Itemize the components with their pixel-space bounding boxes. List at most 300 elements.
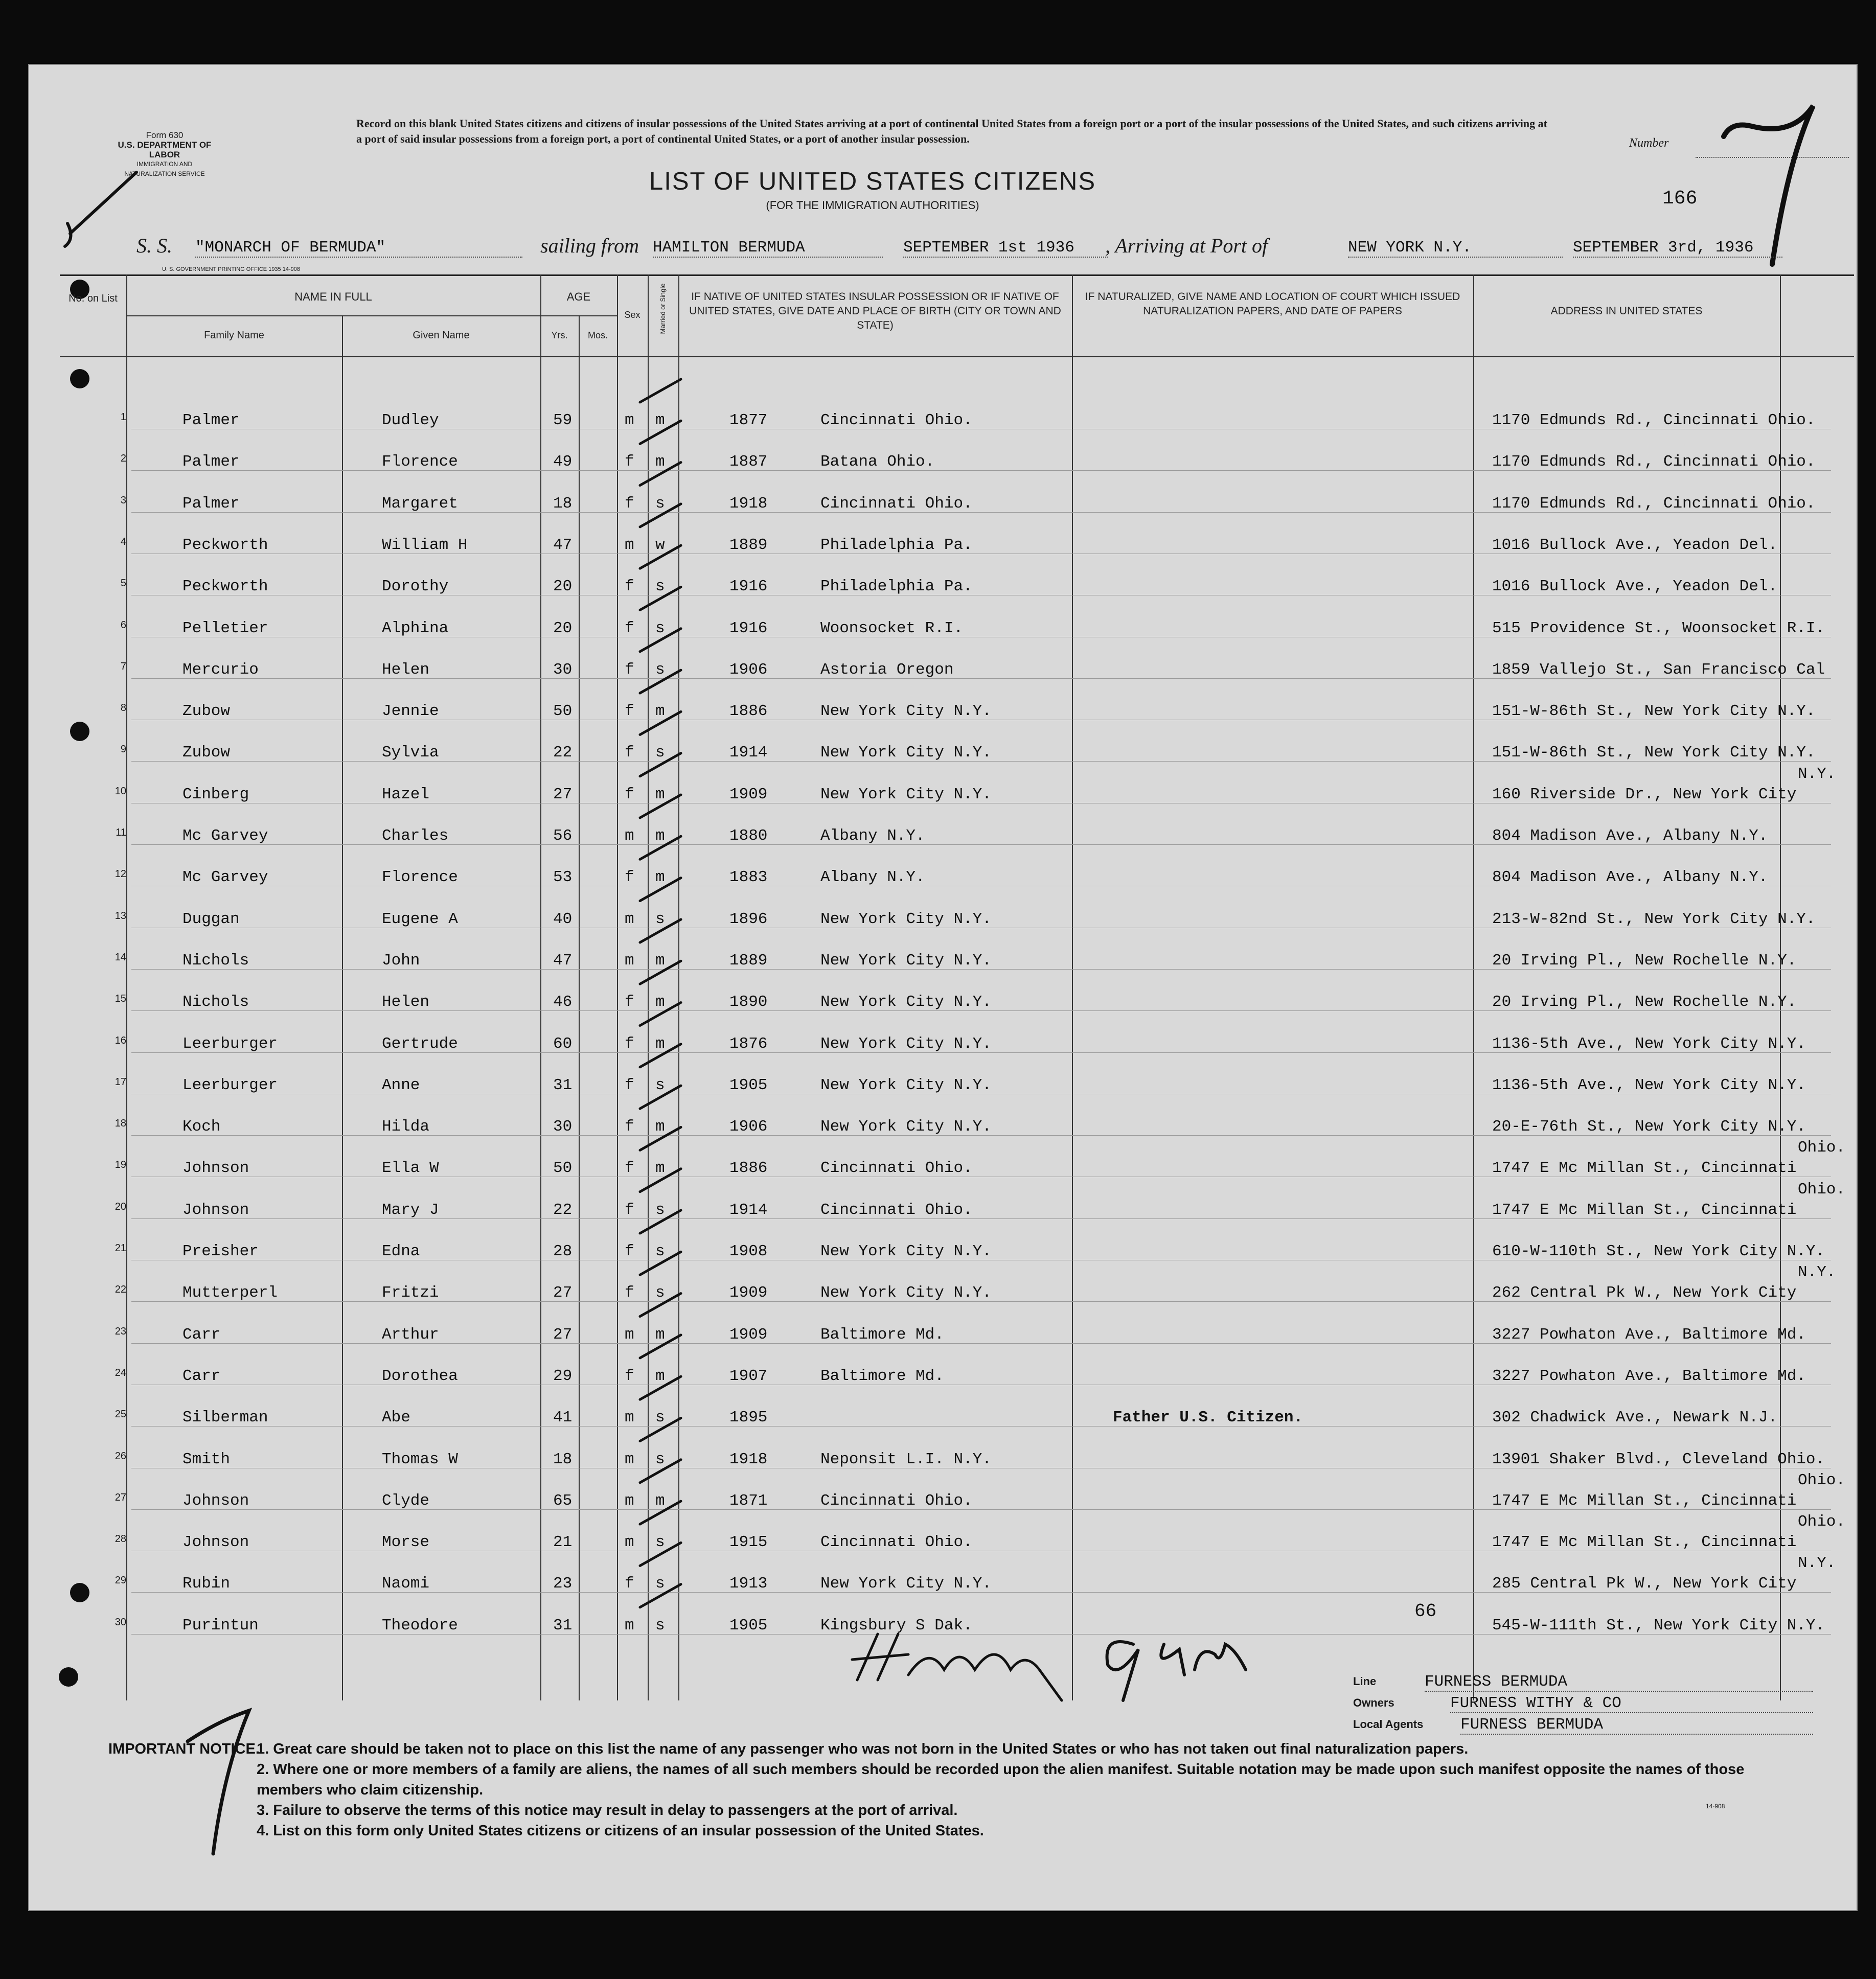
birth-year: 1906 xyxy=(729,660,768,679)
tally-mark xyxy=(640,670,681,693)
form-number: Form 630 xyxy=(146,130,184,140)
marital-status: m xyxy=(655,702,665,721)
tally-mark xyxy=(640,919,681,942)
birth-year: 1913 xyxy=(729,1575,768,1593)
birth-year: 1908 xyxy=(729,1242,768,1260)
marital-status: m xyxy=(655,1118,665,1136)
header-given-name: Given Name xyxy=(413,330,470,341)
given-name: John xyxy=(382,951,420,970)
sex: m xyxy=(625,1533,634,1552)
given-name: Gertrude xyxy=(382,1034,458,1053)
marital-status: s xyxy=(655,660,665,679)
marital-status: m xyxy=(655,951,665,970)
tally-mark xyxy=(640,1335,681,1358)
sex: m xyxy=(625,1409,634,1427)
header-sex: Sex xyxy=(624,310,640,320)
table-row xyxy=(29,1263,1857,1310)
marital-status: s xyxy=(655,1242,665,1260)
sex: f xyxy=(625,1118,634,1136)
age-years: 60 xyxy=(553,1034,573,1053)
given-name: Helen xyxy=(382,993,430,1011)
birth-year: 1906 xyxy=(729,1118,768,1136)
tally-mark xyxy=(640,545,681,568)
marital-status: m xyxy=(655,827,665,845)
notice-list xyxy=(257,1739,1811,1841)
tally-mark xyxy=(640,1252,681,1275)
marital-status: m xyxy=(655,1367,665,1385)
address-continuation: N.Y. xyxy=(1798,765,1836,783)
given-name: Alphina xyxy=(382,619,449,637)
notice-title: IMPORTANT NOTICE. xyxy=(108,1741,260,1757)
address: 1136-5th Ave., New York City N.Y. xyxy=(1492,1034,1806,1053)
page-title: LIST OF UNITED STATES CITIZENS xyxy=(649,168,1096,195)
family-name: Rubin xyxy=(182,1575,231,1593)
given-name: Dorothy xyxy=(382,578,449,596)
row-number: 7 xyxy=(120,660,126,672)
sex: f xyxy=(625,744,634,762)
marital-status: s xyxy=(655,494,665,513)
birth-place: Cincinnati Ohio. xyxy=(820,1491,973,1510)
given-name: Edna xyxy=(382,1242,420,1260)
address: 545-W-111th St., New York City N.Y. xyxy=(1492,1616,1825,1635)
tally-mark xyxy=(640,629,681,652)
record-instructions: Record on this blank United States citizens and citizens of insular possessions of the United States arriving at a port of continental United States from a foreign port or a port of the insular possessions of the United States, and such citizens arriving at a port of said insular possessions from a foreign port, a port of continental United States, or a port of another insular possession. xyxy=(356,117,1547,145)
tally-mark xyxy=(640,1003,681,1026)
age-years: 50 xyxy=(553,702,573,721)
form-code: 14-908 xyxy=(1706,1803,1725,1810)
sex: m xyxy=(625,1616,634,1635)
table-row xyxy=(29,1554,1857,1601)
row-number: 3 xyxy=(120,494,126,506)
family-name: Nichols xyxy=(182,993,249,1011)
marital-status: s xyxy=(655,744,665,762)
line-label: Line xyxy=(1353,1675,1377,1688)
address-continuation: Ohio. xyxy=(1798,1180,1846,1199)
given-name: Morse xyxy=(382,1533,430,1552)
age-years: 56 xyxy=(553,827,573,845)
check-mark-icon xyxy=(39,157,142,259)
sailing-date: SEPTEMBER 1st 1936 xyxy=(903,239,1108,258)
birth-place: Batana Ohio. xyxy=(820,453,935,471)
row-number: 22 xyxy=(115,1284,126,1296)
address: 20 Irving Pl., New Rochelle N.Y. xyxy=(1492,993,1797,1011)
tally-mark xyxy=(640,463,681,486)
header-no: No. on List xyxy=(68,293,118,304)
address: 262 Central Pk W., New York City xyxy=(1492,1284,1797,1302)
age-years: 18 xyxy=(553,494,573,513)
header-naturalized: IF NATURALIZED, GIVE NAME AND LOCATION OF COURT WHICH ISSUED NATURALIZATION PAPERS, AND DATE OF PAPERS xyxy=(1085,291,1460,317)
sex: f xyxy=(625,1242,634,1260)
table-row xyxy=(29,688,1857,729)
birth-place: Cincinnati Ohio. xyxy=(820,494,973,513)
birth-place: Philadelphia Pa. xyxy=(820,578,973,596)
birth-year: 1905 xyxy=(729,1616,768,1635)
row-number: 10 xyxy=(115,785,126,797)
given-name: Hilda xyxy=(382,1118,430,1136)
row-number: 6 xyxy=(120,619,126,631)
header-family-name: Family Name xyxy=(204,330,264,341)
marital-status: w xyxy=(655,536,665,554)
given-name: Mary J xyxy=(382,1201,439,1219)
address: 1747 E Mc Millan St., Cincinnati xyxy=(1492,1491,1797,1510)
sex: m xyxy=(625,951,634,970)
header-address: ADDRESS IN UNITED STATES xyxy=(1550,305,1703,317)
birth-place: Philadelphia Pa. xyxy=(820,536,973,554)
birth-year: 1889 xyxy=(729,951,768,970)
family-name: Nichols xyxy=(182,951,249,970)
tally-mark xyxy=(640,753,681,776)
table-row xyxy=(29,896,1857,937)
tally-mark xyxy=(640,795,681,818)
age-years: 41 xyxy=(553,1409,573,1427)
row-number: 27 xyxy=(115,1491,126,1503)
birth-place: New York City N.Y. xyxy=(820,951,992,970)
birth-place: Cincinnati Ohio. xyxy=(820,1159,973,1178)
sex: m xyxy=(625,910,634,928)
marital-status: m xyxy=(655,1159,665,1178)
birth-year: 1887 xyxy=(729,453,768,471)
family-name: Johnson xyxy=(182,1491,249,1510)
marital-status: s xyxy=(655,1450,665,1468)
given-name: Florence xyxy=(382,453,458,471)
birth-place: New York City N.Y. xyxy=(820,1284,992,1302)
tally-mark xyxy=(640,1044,681,1067)
page-count: 66 xyxy=(1414,1601,1437,1622)
arrival-date: SEPTEMBER 3rd, 1936 xyxy=(1573,239,1782,258)
family-name: Peckworth xyxy=(182,578,268,596)
given-name: Dorothea xyxy=(382,1367,458,1385)
table-row xyxy=(29,1062,1857,1103)
table-row xyxy=(29,1228,1857,1269)
birth-year: 1896 xyxy=(729,910,768,928)
address: 1859 Vallejo St., San Francisco Cal xyxy=(1492,660,1825,679)
family-name: Carr xyxy=(182,1325,221,1344)
table-row xyxy=(29,563,1857,604)
header-married: Married or Single xyxy=(659,283,667,334)
address: 285 Central Pk W., New York City xyxy=(1492,1575,1797,1593)
birth-place: New York City N.Y. xyxy=(820,702,992,721)
row-number: 5 xyxy=(120,578,126,589)
birth-year: 1883 xyxy=(729,868,768,887)
row-number: 28 xyxy=(115,1533,126,1545)
table-row xyxy=(29,1394,1857,1435)
family-name: Silberman xyxy=(182,1409,268,1427)
family-name: Johnson xyxy=(182,1533,249,1552)
address: 1747 E Mc Millan St., Cincinnati xyxy=(1492,1201,1797,1219)
given-name: Arthur xyxy=(382,1325,439,1344)
row-number: 17 xyxy=(115,1076,126,1088)
row-number: 24 xyxy=(115,1367,126,1378)
row-number: 30 xyxy=(115,1616,126,1628)
birth-year: 1918 xyxy=(729,1450,768,1468)
table-row xyxy=(29,397,1857,438)
agents-value: FURNESS BERMUDA xyxy=(1460,1716,1813,1735)
family-name: Zubow xyxy=(182,702,231,721)
stamp-number: 166 xyxy=(1662,188,1698,210)
given-name: Jennie xyxy=(382,702,439,721)
given-name: Hazel xyxy=(382,785,430,803)
birth-place: Baltimore Md. xyxy=(820,1325,944,1344)
family-name: Cinberg xyxy=(182,785,249,803)
table-row xyxy=(29,1311,1857,1352)
table-row xyxy=(29,439,1857,479)
given-name: Helen xyxy=(382,660,430,679)
marital-status: s xyxy=(655,1533,665,1552)
address: 302 Chadwick Ave., Newark N.J. xyxy=(1492,1409,1778,1427)
birth-place: New York City N.Y. xyxy=(820,1034,992,1053)
age-years: 29 xyxy=(553,1367,573,1385)
sex: f xyxy=(625,1034,634,1053)
table-row xyxy=(29,1180,1857,1228)
arriving-label: , Arriving at Port of xyxy=(1105,234,1268,257)
age-years: 47 xyxy=(553,951,573,970)
address: 804 Madison Ave., Albany N.Y. xyxy=(1492,827,1768,845)
notice-item: 2. Where one or more members of a family are aliens, the names of all such members should be recorded upon the alien manifest. Suitable notation may be made upon such manifest opposite the names of those members who claim citizenship. xyxy=(257,1761,1745,1798)
handwritten-seven xyxy=(177,1700,280,1859)
birth-year: 1907 xyxy=(729,1367,768,1385)
sex: f xyxy=(625,1201,634,1219)
family-name: Mercurio xyxy=(182,660,259,679)
row-number: 1 xyxy=(120,411,126,423)
age-years: 20 xyxy=(553,578,573,596)
tally-mark xyxy=(640,1501,681,1524)
table-row xyxy=(29,605,1857,646)
row-number: 18 xyxy=(115,1118,126,1130)
age-years: 30 xyxy=(553,1118,573,1136)
age-years: 49 xyxy=(553,453,573,471)
birth-year: 1914 xyxy=(729,744,768,762)
sex: f xyxy=(625,619,634,637)
address: 20 Irving Pl., New Rochelle N.Y. xyxy=(1492,951,1797,970)
table-row xyxy=(29,729,1857,770)
age-years: 21 xyxy=(553,1533,573,1552)
table-row xyxy=(29,647,1857,687)
marital-status: s xyxy=(655,1575,665,1593)
tally-mark xyxy=(640,1127,681,1150)
notice-item: 4. List on this form only United States citizens or citizens of an insular possession of the United States. xyxy=(257,1823,984,1839)
sex: m xyxy=(625,411,634,429)
sex: m xyxy=(625,1491,634,1510)
row-number: 4 xyxy=(120,536,126,547)
row-number: 20 xyxy=(115,1201,126,1212)
birth-place: New York City N.Y. xyxy=(820,1076,992,1094)
age-years: 50 xyxy=(553,1159,573,1178)
family-name: Mc Garvey xyxy=(182,827,268,845)
birth-place: New York City N.Y. xyxy=(820,1242,992,1260)
given-name: Florence xyxy=(382,868,458,887)
table-row xyxy=(29,937,1857,978)
age-years: 27 xyxy=(553,1284,573,1302)
address: 20-E-76th St., New York City N.Y. xyxy=(1492,1118,1806,1136)
given-name: Clyde xyxy=(382,1491,430,1510)
marital-status: s xyxy=(655,1409,665,1427)
age-years: 31 xyxy=(553,1616,573,1635)
marital-status: s xyxy=(655,619,665,637)
birth-place: Cincinnati Ohio. xyxy=(820,1533,973,1552)
sex: f xyxy=(625,993,634,1011)
table-row xyxy=(29,1103,1857,1144)
family-name: Purintun xyxy=(182,1616,259,1635)
birth-year: 1909 xyxy=(729,1284,768,1302)
marital-status: m xyxy=(655,411,665,429)
row-number: 23 xyxy=(115,1325,126,1337)
row-number: 15 xyxy=(115,993,126,1005)
given-name: Eugene A xyxy=(382,910,458,928)
marital-status: m xyxy=(655,453,665,471)
family-name: Pelletier xyxy=(182,619,268,637)
family-name: Zubow xyxy=(182,744,231,762)
address: 1170 Edmunds Rd., Cincinnati Ohio. xyxy=(1492,453,1816,471)
tally-mark xyxy=(640,1584,681,1607)
birth-year: 1909 xyxy=(729,785,768,803)
address: 804 Madison Ave., Albany N.Y. xyxy=(1492,868,1768,887)
birth-year: 1871 xyxy=(729,1491,768,1510)
age-years: 47 xyxy=(553,536,573,554)
header-age: AGE xyxy=(566,290,591,303)
birth-place: Kingsbury S Dak. xyxy=(820,1616,973,1635)
row-number: 25 xyxy=(115,1409,126,1420)
family-name: Koch xyxy=(182,1118,221,1136)
birth-place: Woonsocket R.I. xyxy=(820,619,964,637)
tally-mark xyxy=(640,379,681,402)
header-birth: IF NATIVE OF UNITED STATES INSULAR POSSESSION OR IF NATIVE OF UNITED STATES, GIVE DATE AND PLACE OF BIRTH (CITY OR TOWN AND STATE) xyxy=(689,291,1061,331)
address: 1016 Bullock Ave., Yeadon Del. xyxy=(1492,536,1778,554)
address-continuation: Ohio. xyxy=(1798,1471,1846,1489)
handwritten-signature xyxy=(847,1614,1307,1711)
address-continuation: N.Y. xyxy=(1798,1263,1836,1282)
family-name: Palmer xyxy=(182,453,240,471)
given-name: Dudley xyxy=(382,411,439,429)
sex: f xyxy=(625,1367,634,1385)
agents-label: Local Agents xyxy=(1353,1718,1424,1731)
birth-place: Cincinnati Ohio. xyxy=(820,411,973,429)
number-label: Number xyxy=(1629,136,1669,150)
birth-year: 1895 xyxy=(729,1409,768,1427)
birth-place: New York City N.Y. xyxy=(820,1118,992,1136)
birth-year: 1918 xyxy=(729,494,768,513)
sex: f xyxy=(625,1076,634,1094)
address: 3227 Powhaton Ave., Baltimore Md. xyxy=(1492,1367,1806,1385)
age-years: 31 xyxy=(553,1076,573,1094)
age-years: 59 xyxy=(553,411,573,429)
sex: m xyxy=(625,827,634,845)
ship-name: "MONARCH OF BERMUDA" xyxy=(195,239,522,258)
tally-marks xyxy=(591,351,724,1731)
row-number: 11 xyxy=(116,827,126,838)
birth-place: New York City N.Y. xyxy=(820,785,992,803)
table-row xyxy=(29,1513,1857,1560)
department: U.S. DEPARTMENT OF LABOR xyxy=(118,140,212,159)
tally-mark xyxy=(640,1294,681,1317)
table-row xyxy=(29,1139,1857,1186)
family-name: Mc Garvey xyxy=(182,868,268,887)
family-name: Palmer xyxy=(182,411,240,429)
address: 13901 Shaker Blvd., Cleveland Ohio. xyxy=(1492,1450,1825,1468)
birth-year: 1877 xyxy=(729,411,768,429)
age-years: 40 xyxy=(553,910,573,928)
sex: f xyxy=(625,1159,634,1178)
sex: f xyxy=(625,494,634,513)
row-number: 8 xyxy=(120,702,126,714)
address: 151-W-86th St., New York City N.Y. xyxy=(1492,702,1816,721)
row-number: 21 xyxy=(115,1242,126,1254)
naturalization-note: Father U.S. Citizen. xyxy=(1113,1409,1303,1427)
tally-mark xyxy=(640,1543,681,1566)
arrival-port: NEW YORK N.Y. xyxy=(1348,239,1563,258)
marital-status: s xyxy=(655,1076,665,1094)
sex: m xyxy=(625,1325,634,1344)
marital-status: m xyxy=(655,1034,665,1053)
header-rule xyxy=(126,315,617,316)
marital-status: s xyxy=(655,910,665,928)
sex: m xyxy=(625,1450,634,1468)
birth-place: Cincinnati Ohio. xyxy=(820,1201,973,1219)
row-number: 9 xyxy=(120,744,126,755)
family-name: Duggan xyxy=(182,910,240,928)
age-years: 53 xyxy=(553,868,573,887)
sex: m xyxy=(625,536,634,554)
ss-label: S. S. xyxy=(136,234,172,257)
address: 610-W-110th St., New York City N.Y. xyxy=(1492,1242,1825,1260)
page-subtitle: (FOR THE IMMIGRATION AUTHORITIES) xyxy=(766,199,979,212)
marital-status: m xyxy=(655,1491,665,1510)
given-name: Abe xyxy=(382,1409,410,1427)
sex: f xyxy=(625,660,634,679)
given-name: Anne xyxy=(382,1076,420,1094)
age-years: 46 xyxy=(553,993,573,1011)
birth-year: 1905 xyxy=(729,1076,768,1094)
age-years: 27 xyxy=(553,1325,573,1344)
birth-place: New York City N.Y. xyxy=(820,1575,992,1593)
marital-status: m xyxy=(655,993,665,1011)
ship-line xyxy=(136,234,1823,259)
family-name: Peckworth xyxy=(182,536,268,554)
address: 515 Providence St., Woonsocket R.I. xyxy=(1492,619,1825,637)
age-years: 30 xyxy=(553,660,573,679)
given-name: Charles xyxy=(382,827,449,845)
family-name: Johnson xyxy=(182,1201,249,1219)
table-row xyxy=(29,765,1857,812)
notice-item: 3. Failure to observe the terms of this notice may result in delay to passengers at the port of arrival. xyxy=(257,1802,958,1819)
birth-year: 1909 xyxy=(729,1325,768,1344)
sex: f xyxy=(625,702,634,721)
birth-place: Baltimore Md. xyxy=(820,1367,944,1385)
row-number: 14 xyxy=(115,951,126,963)
age-years: 18 xyxy=(553,1450,573,1468)
family-name: Leerburger xyxy=(182,1076,278,1094)
service: IMMIGRATION AND NATURALIZATION SERVICE xyxy=(124,160,205,177)
tally-mark xyxy=(640,1086,681,1109)
sex: f xyxy=(625,1575,634,1593)
birth-place: New York City N.Y. xyxy=(820,744,992,762)
sex: f xyxy=(625,1284,634,1302)
family-name: Carr xyxy=(182,1367,221,1385)
given-name: Naomi xyxy=(382,1575,430,1593)
header-yrs: Yrs. xyxy=(551,330,568,340)
birth-year: 1889 xyxy=(729,536,768,554)
tally-mark xyxy=(640,1418,681,1441)
birth-year: 1916 xyxy=(729,578,768,596)
tally-mark xyxy=(640,587,681,610)
age-years: 22 xyxy=(553,1201,573,1219)
family-name: Palmer xyxy=(182,494,240,513)
table-row xyxy=(29,1353,1857,1394)
birth-place: Astoria Oregon xyxy=(820,660,954,679)
address: 3227 Powhaton Ave., Baltimore Md. xyxy=(1492,1325,1806,1344)
address: 1136-5th Ave., New York City N.Y. xyxy=(1492,1076,1806,1094)
age-years: 20 xyxy=(553,619,573,637)
header-rule xyxy=(60,356,1854,357)
